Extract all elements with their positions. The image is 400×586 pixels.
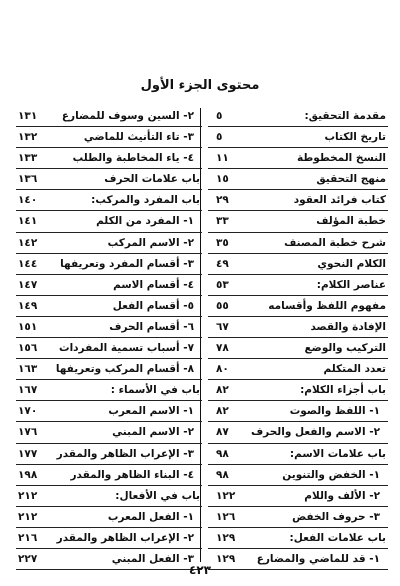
toc-entry-page: ٢٢٧ [18,552,38,565]
toc-entry-page: ٨٢ [216,405,229,418]
toc-entry-page: ١٥٦ [18,342,38,355]
toc-right-column [208,106,388,570]
toc-entry-title: باب علامات الحرف [104,173,200,186]
toc-entry [16,444,202,465]
toc-entry-title: ١- قد للماضي والمضارع [256,552,380,565]
toc-entry-title: ٢- السين وسوف للمضارع [61,110,194,122]
toc-entry-title: ١- المفرد من الكلم [96,215,194,228]
toc-entry [16,211,202,232]
toc-entry-page: ٥٥ [216,299,229,312]
toc-entry [16,465,202,486]
toc-entry [16,507,202,528]
toc-entry-page: ١٦٧ [18,384,38,397]
toc-entry [16,190,202,211]
toc-entry-title: الكلام النحوي [317,257,386,270]
toc-entry-title: ٤- أقسام الاسم [113,278,194,291]
toc-entry [208,380,388,401]
toc-entry-title: ٢- الألف واللام [304,489,380,502]
toc-entry [16,528,202,549]
toc-entry-title: التركيب والوضع [304,342,386,355]
toc-entry [208,401,388,422]
toc-entry [16,359,202,380]
toc-entry [208,422,388,443]
toc-entry-title: باب في الأفعال: [115,489,200,502]
toc-entry-page: ١١ [216,152,229,165]
toc-entry-title: ٦- أقسام الحرف [109,320,194,333]
toc-entry-title: ٢- الاسم والفعل والحرف [250,426,380,439]
toc-entry-page: ١٢٩ [216,552,236,565]
toc-entry [16,338,202,359]
toc-entry-page: ١٤٠ [18,194,38,207]
toc-entry-title: ١- اللفظ والصوت [289,405,380,418]
toc-entry-title: ٣- تاء التأنيث للماضي [83,131,194,144]
toc-entry-title: خطبة المؤلف [316,215,386,228]
toc-entry [16,233,202,254]
toc-entry-page: ١٢٢ [216,489,236,502]
toc-entry [16,275,202,296]
toc-entry-page: ٨٧ [216,426,229,439]
toc-entry-page: ٢١٦ [18,531,38,544]
toc-entry-page: ١٥ [216,173,229,186]
toc-entry [16,380,202,401]
toc-left-column [16,106,202,570]
toc-entry [208,317,388,338]
toc-entry-page: ٣٣ [216,215,229,228]
toc-entry [208,444,388,465]
toc-entry-page: ١٥١ [18,320,38,333]
toc-entry-page: ١٢٩ [216,531,236,544]
toc-entry [208,169,388,190]
toc-entry [16,106,202,127]
toc-entry-page: ٩٨ [216,468,229,481]
page-number: ٤٢٣ [189,563,211,577]
toc-entry-title: باب علامات الفعل: [289,531,386,544]
toc-entry-page: ٢١٢ [18,489,38,502]
toc-entry [16,422,202,443]
toc-entry-title: تعدد المتكلم [323,363,386,376]
toc-entry-title: باب المفرد والمركب: [91,194,200,207]
toc-entry-title: ١- الفعل المعرب [107,510,194,523]
toc-entry-page: ١٣١ [18,110,38,122]
toc-entry [208,296,388,317]
toc-entry-title: باب في الأسماء : [110,384,200,397]
toc-entry-title: ٧- أسباب تسمية المفردات [59,342,194,355]
toc-entry-title: الإفادة والقصد [310,320,386,333]
toc-entry [16,401,202,422]
toc-entry-title: باب علامات الاسم: [289,447,386,460]
toc-entry [16,254,202,275]
toc-entry [208,254,388,275]
toc-entry [16,296,202,317]
toc-entry-title: عناصر الكلام: [316,278,386,291]
toc-entry [208,486,388,507]
toc-entry-page: ١٧٠ [18,405,38,418]
toc-entry-title: ٢- الاسم المركب [107,236,194,249]
toc-entry [208,338,388,359]
toc-entry-page: ٩٨ [216,447,229,460]
toc-entry-title: ٢- الإعراب الظاهر والمقدر [56,531,194,544]
toc-entry-title: باب أجزاء الكلام: [300,384,386,397]
toc-entry-title: النسخ المخطوطة [297,152,386,165]
toc-entry-page: ١٤٧ [18,278,38,291]
toc-entry-title: ٢- الاسم المبني [112,426,194,439]
toc-entry-page: ٦٧ [216,320,229,333]
toc-entry [208,275,388,296]
toc-entry-title: ٣- أقسام المفرد وتعريفها [60,257,194,270]
toc-entry-page: ١٣٣ [18,152,38,165]
toc-entry-page: ٨٠ [216,363,229,376]
toc-entry [16,486,202,507]
toc-entry [208,106,388,127]
toc-entry-page: ١٢٦ [216,510,236,523]
page-title: محتوى الجزء الأول [140,78,260,93]
toc-entry [208,233,388,254]
toc-entry-title: مقدمة التحقيق: [304,110,386,122]
toc-entry [208,211,388,232]
toc-entry [208,528,388,549]
toc-entry-page: ١٤١ [18,215,38,228]
toc-entry-page: ٥ [216,110,223,122]
toc-entry-page: ١٣٢ [18,131,38,144]
toc-entry [16,317,202,338]
toc-entry [208,465,388,486]
toc-entry-page: ٤٩ [216,257,229,270]
toc-entry [208,127,388,148]
toc-entry [208,359,388,380]
toc-entry-page: ٢٩ [216,194,229,207]
toc-entry-page: ١٦٣ [18,363,38,376]
toc-entry-page: ١٧٦ [18,426,38,439]
toc-entry-title: ٤- البناء الظاهر والمقدر [70,468,194,481]
toc-entry-page: ١٧٧ [18,447,38,460]
toc-entry [208,190,388,211]
toc-entry [16,169,202,190]
toc-entry-title: ٣- حروف الخفض [292,510,380,523]
toc-entry-page: ١٩٨ [18,468,38,481]
toc-entry-page: ١٣٦ [18,173,38,186]
toc-entry-page: ٨٢ [216,384,229,397]
toc-entry-title: ٣- الفعل المبني [111,552,194,565]
toc-entry-title: ٤- ياء المخاطبة والطلب [72,152,194,165]
toc-entry-title: تاريخ الكتاب [324,131,386,144]
toc-entry-title: ١- الاسم المعرب [108,405,194,418]
toc-entry-title: مفهوم اللفظ وأقسامه [268,299,386,312]
toc-entry-title: شرح خطبة المصنف [284,236,386,249]
toc-entry-title: كتاب فرائد العقود [293,194,386,207]
toc-entry-page: ٥٣ [216,278,229,291]
toc-entry-title: ١- الخفض والتنوين [282,468,380,481]
toc-entry-page: ٧٨ [216,342,229,355]
toc-entry-page: ٥ [216,131,223,144]
toc-entry [208,148,388,169]
toc-entry [208,507,388,528]
toc-entry-page: ٣٥ [216,236,229,249]
toc-entry-title: ٣- الإعراب الظاهر والمقدر [56,447,194,460]
toc-entry-title: ٥- أقسام الفعل [112,299,194,312]
toc-entry-page: ٢١٢ [18,510,38,523]
toc-entry [16,148,202,169]
toc-entry [16,127,202,148]
toc-entry-page: ١٤٢ [18,236,38,249]
toc-entry-page: ١٤٩ [18,299,38,312]
toc-entry-title: منهج التحقيق [316,173,386,186]
toc-entry-page: ١٤٤ [18,257,38,270]
toc-entry-title: ٨- أقسام المركب وتعريفها [55,363,194,376]
